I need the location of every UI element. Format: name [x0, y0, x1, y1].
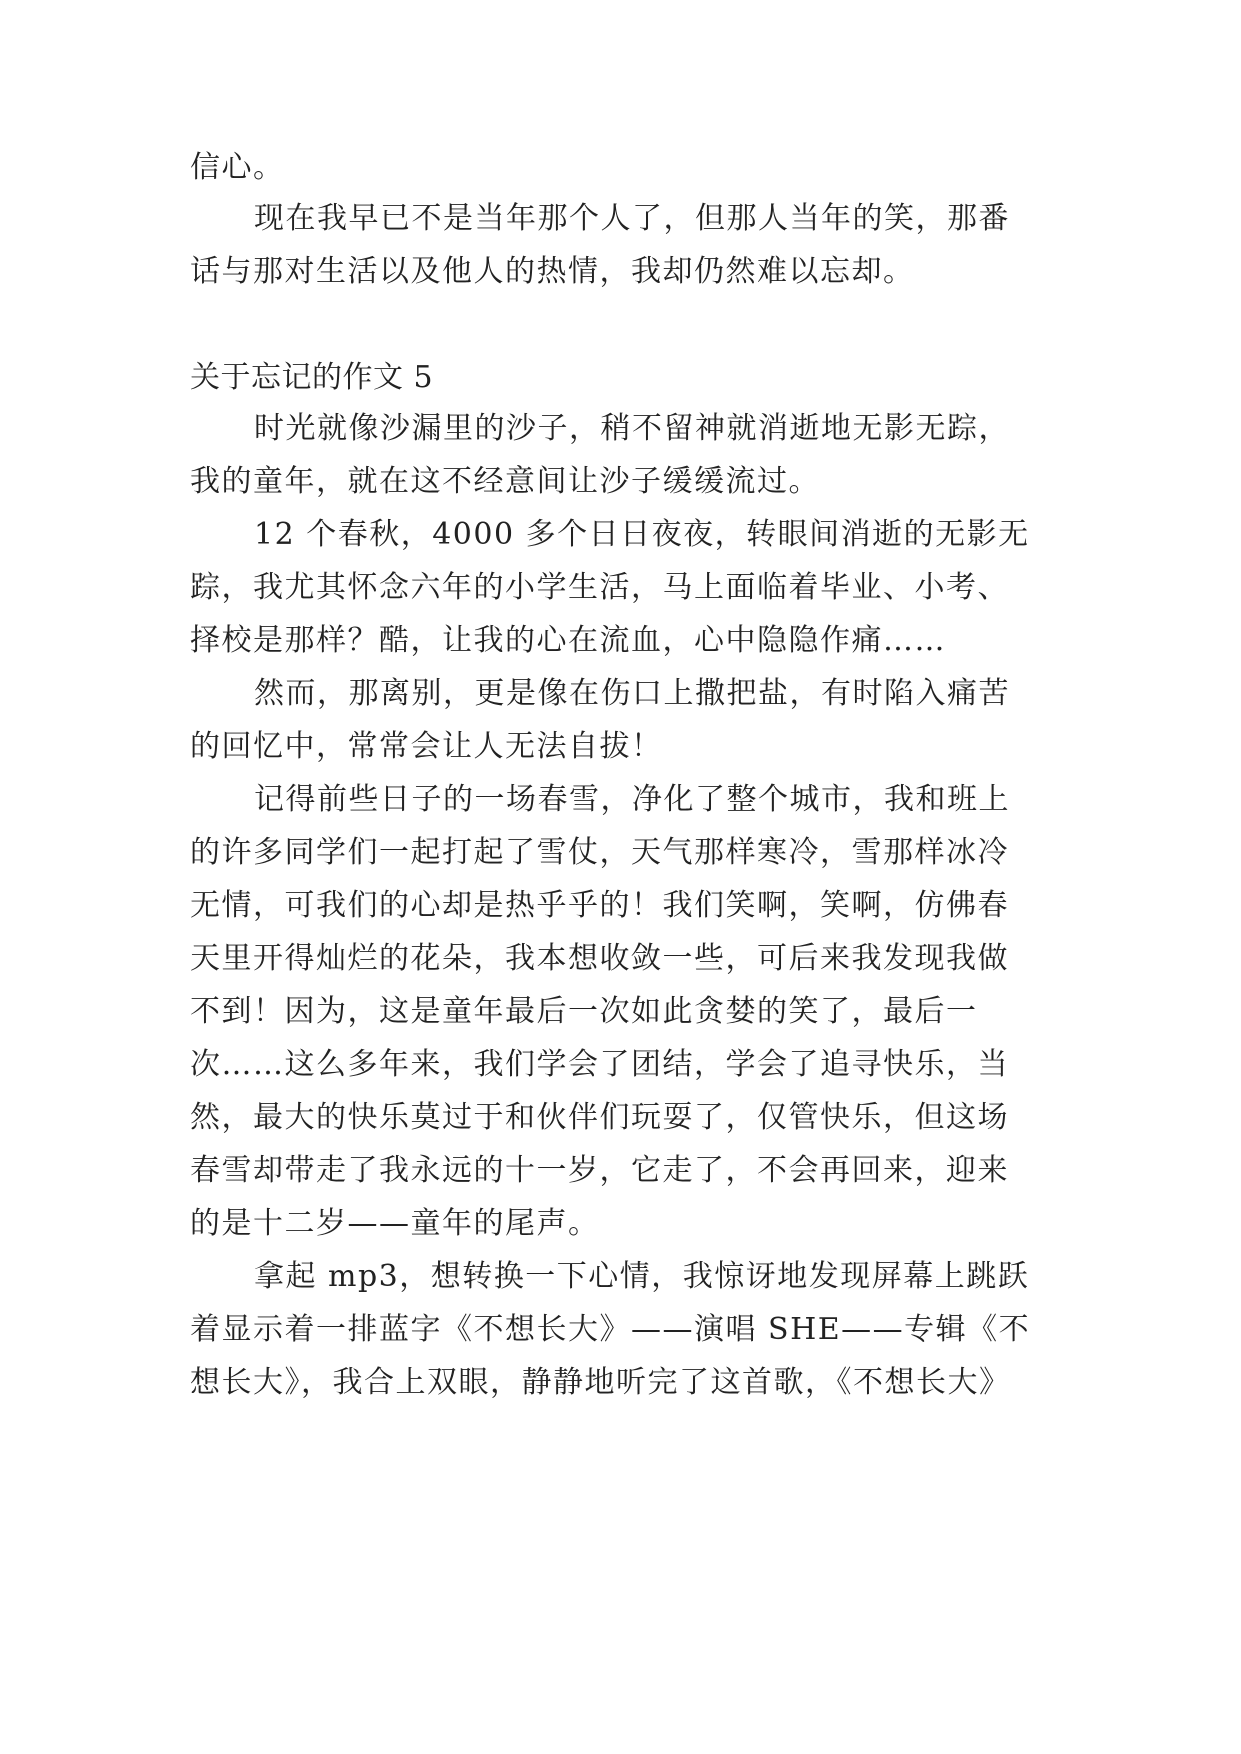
paragraph-line: 无情，可我们的心却是热乎乎的！我们笑啊，笑啊，仿佛春 — [190, 888, 1009, 923]
paragraph-line: 记得前些日子的一场春雪，净化了整个城市，我和班上 — [254, 782, 1010, 817]
section-title: 关于忘记的作文 5 — [190, 360, 434, 395]
paragraph-line: 我的童年，就在这不经意间让沙子缓缓流过。 — [190, 464, 820, 499]
paragraph-line: 踪，我尤其怀念六年的小学生活，马上面临着毕业、小考、 — [190, 570, 1009, 605]
paragraph-line: 然而，那离别，更是像在伤口上撒把盐，有时陷入痛苦 — [254, 676, 1010, 711]
paragraph-line: 想长大》，我合上双眼，静静地听完了这首歌，《不想长大》 — [190, 1365, 1011, 1400]
paragraph-line: 时光就像沙漏里的沙子，稍不留神就消逝地无影无踪， — [254, 411, 1010, 446]
paragraph-line: 然，最大的快乐莫过于和伙伴们玩耍了，仅管快乐，但这场 — [190, 1100, 1009, 1135]
paragraph-line: 的回忆中，常常会让人无法自拔！ — [190, 729, 663, 764]
paragraph-line: 次……这么多年来，我们学会了团结，学会了追寻快乐，当 — [190, 1047, 1009, 1082]
paragraph-line: 天里开得灿烂的花朵，我本想收敛一些，可后来我发现我做 — [190, 941, 1009, 976]
paragraph-line: 择校是那样？酷，让我的心在流血，心中隐隐作痛…… — [190, 623, 946, 658]
paragraph-line: 的许多同学们一起打起了雪仗，天气那样寒冷，雪那样冰冷 — [190, 835, 1009, 870]
paragraph-line: 拿起 mp3，想转换一下心情，我惊讶地发现屏幕上跳跃 — [254, 1259, 1030, 1294]
paragraph-line: 不到！因为，这是童年最后一次如此贪婪的笑了，最后一 — [190, 994, 978, 1029]
paragraph-line: 12 个春秋，4000 多个日日夜夜，转眼间消逝的无影无 — [254, 517, 1030, 552]
paragraph-line: 的是十二岁——童年的尾声。 — [190, 1206, 600, 1241]
paragraph-line: 信心。 — [190, 150, 285, 185]
paragraph-line: 话与那对生活以及他人的热情，我却仍然难以忘却。 — [190, 254, 915, 289]
paragraph-line: 现在我早已不是当年那个人了，但那人当年的笑，那番 — [254, 201, 1010, 236]
paragraph-line: 春雪却带走了我永远的十一岁，它走了，不会再回来，迎来 — [190, 1153, 1009, 1188]
paragraph-line: 着显示着一排蓝字《不想长大》——演唱 SHE——专辑《不 — [190, 1312, 1031, 1347]
